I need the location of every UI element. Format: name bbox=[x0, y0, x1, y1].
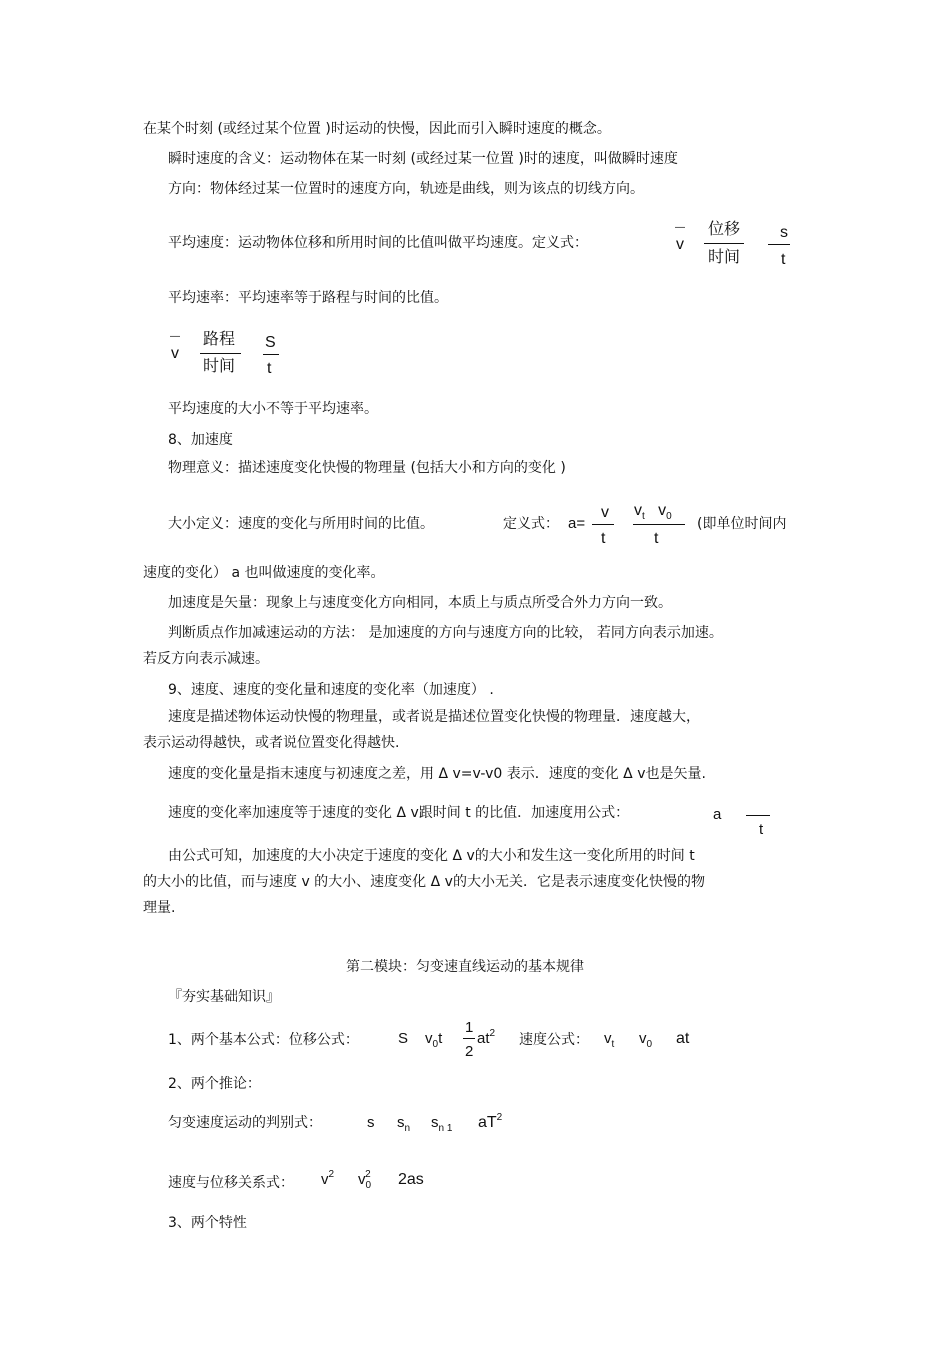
fraction-bar bbox=[746, 815, 770, 816]
fraction-bar bbox=[633, 524, 685, 525]
label-velocity-formula: 速度公式： bbox=[519, 1032, 589, 1048]
text-line-direction: 方向：物体经过某一位置时的速度方向，轨迹是曲线，则为该点的切线方向。 bbox=[168, 181, 644, 197]
symbol-a: a bbox=[713, 806, 722, 823]
symbol-a-eq: a= bbox=[568, 515, 586, 532]
text-accel-meaning: 物理意义：描述速度变化快慢的物理量 (包括大小和方向的变化 ) bbox=[168, 460, 566, 476]
symbol-S: S bbox=[398, 1030, 409, 1047]
symbol-sn: $s_n$ bbox=[397, 1114, 411, 1134]
fraction-bar bbox=[463, 1038, 475, 1039]
symbol-vt: $v_t$ bbox=[604, 1030, 615, 1050]
subheading-basics: 『夯实基础知识』 bbox=[168, 989, 280, 1005]
fraction-numerator-1: 1 bbox=[465, 1019, 474, 1036]
text-section9-line2: 表示运动得越快，或者说位置变化得越快. bbox=[143, 735, 400, 751]
fraction-denominator-t: t bbox=[267, 360, 272, 377]
symbol-v: v bbox=[676, 236, 684, 253]
fraction-denominator-2: 2 bbox=[465, 1043, 474, 1060]
text-accel-vector: 加速度是矢量：现象上与速度变化方向相同，本质上与质点所受合外力方向一致。 bbox=[168, 595, 672, 611]
text-accel-judge: 判断质点作加减速运动的方法： 是加速度的方向与速度方向的比较， 若同方向表示加速。 bbox=[168, 625, 723, 641]
fraction-bar bbox=[263, 354, 279, 355]
term-2as: 2as bbox=[398, 1171, 424, 1188]
fraction-denominator: 时间 bbox=[708, 247, 741, 266]
fraction-bar bbox=[704, 243, 744, 244]
text-section9-line1: 速度是描述物体运动快慢的物理量，或者说是描述位置变化快慢的物理量．速度越大， bbox=[168, 709, 700, 725]
fraction-denominator-t: t bbox=[781, 251, 786, 268]
fraction-denominator-t: t bbox=[654, 530, 659, 547]
fraction-numerator-s: S bbox=[265, 334, 276, 351]
fraction-bar bbox=[200, 353, 241, 354]
text-avg-note: 平均速度的大小不等于平均速率。 bbox=[168, 401, 378, 417]
text-accel-judge-cont: 若反方向表示减速。 bbox=[143, 651, 269, 667]
heading-module-2: 第二模块：匀变速直线运动的基本规律 bbox=[346, 959, 584, 975]
text-avg-speed-definition: 平均速率：平均速率等于路程与时间的比值。 bbox=[168, 290, 448, 306]
fraction-numerator-v: v bbox=[601, 504, 609, 521]
fraction-numerator: 路程 bbox=[203, 329, 236, 348]
term-v0t: $v_0t$ bbox=[425, 1030, 443, 1050]
label-uniform-criterion: 匀变速度运动的判别式： bbox=[168, 1115, 322, 1131]
heading-inferences: 2、两个推论： bbox=[168, 1076, 261, 1092]
term-v2: $v^2$ bbox=[321, 1169, 335, 1188]
text-section9-line6: 的大小的比值，而与速度 v 的大小、速度变化 Δ v的大小无关．它是表示速度变化快慢的物 bbox=[143, 874, 705, 890]
symbol-delta-s: s bbox=[367, 1114, 375, 1131]
heading-section-9: 9、速度、速度的变化量和速度的变化率（加速度） . bbox=[168, 682, 494, 698]
symbol-v0: $v_0$ bbox=[639, 1030, 653, 1050]
text-section9-line4: 速度的变化率加速度等于速度的变化 Δ v跟时间 t 的比值．加速度用公式： bbox=[168, 805, 630, 821]
text-accel-definition: 大小定义：速度的变化与所用时间的比值。 bbox=[168, 516, 434, 532]
text-accel-continued: 速度的变化） a 也叫做速度的变化率。 bbox=[143, 565, 385, 581]
text-section9-line3: 速度的变化量是指末速度与初速度之差，用 Δ v=v-v0 表示．速度的变化 Δ v也是矢量. bbox=[168, 766, 706, 782]
fraction-numerator-vt-v0: $v_t$ $v_0$ bbox=[634, 502, 672, 522]
text-basic-formulas: 1、两个基本公式：位移公式： bbox=[168, 1032, 359, 1048]
label-velocity-displacement: 速度与位移关系式： bbox=[168, 1175, 294, 1191]
text-line-instant-definition: 瞬时速度的含义：运动物体在某一时刻 (或经过某一位置 )时的速度，叫做瞬时速度 bbox=[168, 151, 678, 167]
text-avg-velocity-definition: 平均速度：运动物体位移和所用时间的比值叫做平均速度。定义式： bbox=[168, 235, 588, 251]
fraction-denominator-t: t bbox=[601, 530, 606, 547]
symbol-sn-1: $s_{n 1}$ bbox=[431, 1114, 453, 1134]
term-at: at bbox=[676, 1030, 690, 1047]
label-definition: 定义式： bbox=[503, 516, 559, 532]
term-v0-2: $v_0^2$ bbox=[358, 1169, 372, 1191]
fraction-numerator: 位移 bbox=[708, 219, 741, 238]
text-section9-line7: 理量. bbox=[143, 900, 176, 916]
text-line-instant-intro: 在某个时刻 (或经过某个位置 )时运动的快慢，因此而引入瞬时速度的概念。 bbox=[143, 121, 611, 137]
fraction-numerator-s: s bbox=[780, 224, 788, 241]
fraction-bar bbox=[768, 244, 790, 245]
fraction-denominator-t: t bbox=[759, 821, 764, 838]
symbol-v: v bbox=[171, 345, 179, 362]
text-section9-line5: 由公式可知，加速度的大小决定于速度的变化 Δ v的大小和发生这一变化所用的时间 t bbox=[168, 848, 695, 864]
fraction-denominator: 时间 bbox=[203, 356, 236, 375]
text-accel-paren: (即单位时间内 bbox=[697, 516, 787, 532]
term-aT2: $aT^2$ bbox=[478, 1112, 503, 1131]
fraction-bar bbox=[592, 524, 614, 525]
overbar: — bbox=[675, 222, 685, 233]
term-at2: $at^2$ bbox=[477, 1028, 496, 1047]
heading-characteristics: 3、两个特性 bbox=[168, 1215, 247, 1231]
heading-acceleration: 8、加速度 bbox=[168, 432, 233, 448]
overbar: — bbox=[170, 331, 180, 342]
